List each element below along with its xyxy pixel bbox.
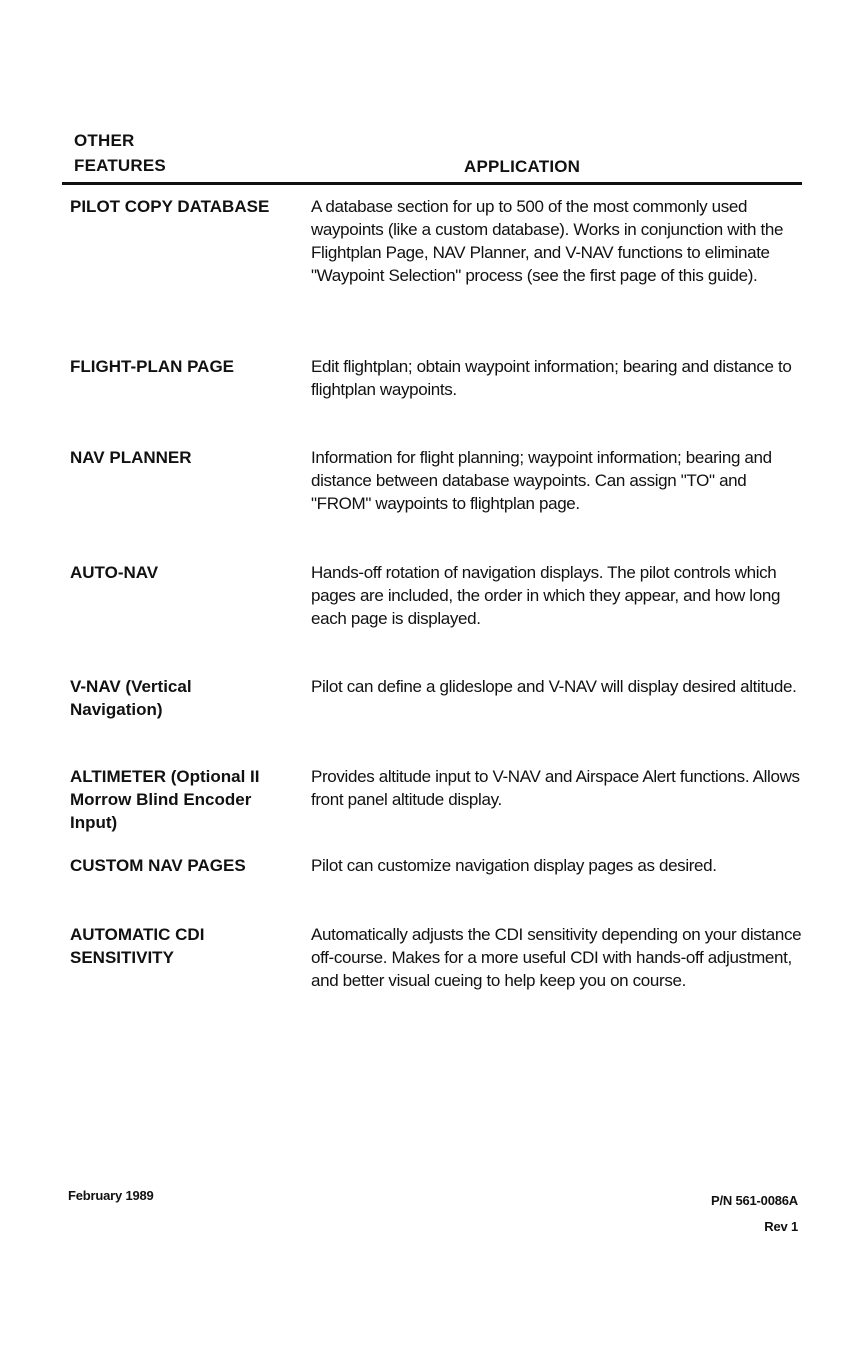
footer-part-info xyxy=(711,1188,798,1240)
feature-name: AUTOMATIC CDI SENSITIVITY xyxy=(70,925,205,967)
application-column-header: APPLICATION xyxy=(464,157,581,176)
feature-application: Pilot can customize navigation display pages as desired. xyxy=(311,856,717,875)
features-column-header xyxy=(74,128,166,178)
header-rule xyxy=(62,182,802,185)
feature-name: PILOT COPY DATABASE xyxy=(70,197,270,216)
feature-name: CUSTOM NAV PAGES xyxy=(70,856,246,875)
feature-application: Information for flight planning; waypoint information; bearing and distance between database waypoints. Can assign "TO" and "FROM" waypoints to flightplan page. xyxy=(311,448,772,513)
feature-name: FLIGHT-PLAN PAGE xyxy=(70,357,235,376)
feature-application: Hands-off rotation of navigation displays. The pilot controls which pages are included, the order in which they appear, and how long each page is displayed. xyxy=(311,563,781,628)
features-header-line1: OTHER xyxy=(74,131,135,150)
feature-application: Pilot can define a glideslope and V-NAV will display desired altitude. xyxy=(311,677,797,696)
feature-application: Automatically adjusts the CDI sensitivity depending on your distance off-course. Makes for a more useful CDI with hands-off adjustment, and better visual cueing to help keep you on course. xyxy=(311,925,802,990)
footer-revision: Rev 1 xyxy=(764,1219,798,1234)
feature-name: ALTIMETER (Optional II Morrow Blind Encoder Input) xyxy=(70,767,260,832)
feature-application: Provides altitude input to V-NAV and Airspace Alert functions. Allows front panel altitude display. xyxy=(311,767,800,809)
footer-part-number: P/N 561-0086A xyxy=(710,1193,798,1208)
features-header-line2: FEATURES xyxy=(74,156,166,175)
feature-name: V-NAV (Vertical Navigation) xyxy=(70,677,192,719)
feature-name: NAV PLANNER xyxy=(70,448,192,467)
feature-name: AUTO-NAV xyxy=(70,563,159,582)
feature-application: A database section for up to 500 of the most commonly used waypoints (like a custom database). Works in conjunction with the Flightplan Page, NAV Planner, and V-NAV functions to eliminate "Waypoint Selection" process (see the first page of this guide). xyxy=(311,197,784,285)
feature-application: Edit flightplan; obtain waypoint information; bearing and distance to flightplan waypoints. xyxy=(311,357,792,399)
footer-date: February 1989 xyxy=(68,1188,154,1203)
